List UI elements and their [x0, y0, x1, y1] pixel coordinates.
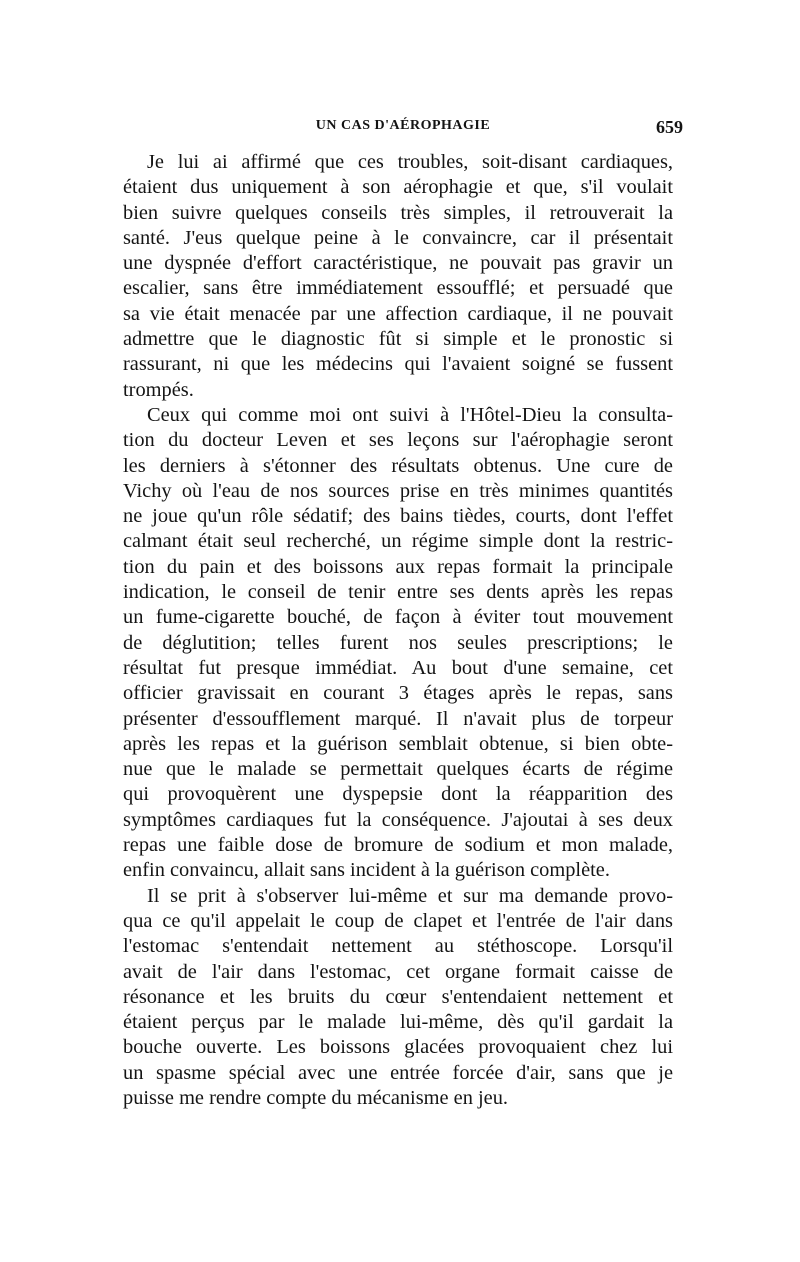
- text-line: tion du pain et des boissons aux repas formait la principale: [123, 555, 673, 578]
- paragraph: [123, 884, 673, 1112]
- paragraph: [123, 403, 673, 884]
- text-line: les derniers à s'étonner des résultats obtenus. Une cure de: [123, 454, 673, 477]
- text-line: officier gravissait en courant 3 étages après le repas, sans: [123, 682, 673, 705]
- text-line: qui provoquèrent une dyspepsie dont la réapparition des: [123, 783, 673, 806]
- text-line: présenter d'essoufflement marqué. Il n'avait plus de torpeur: [123, 707, 673, 730]
- text-line: sa vie était menacée par une affection cardiaque, il ne pouvait: [123, 302, 673, 325]
- page-number: 659: [656, 117, 683, 137]
- text-line: rassurant, ni que les médecins qui l'avaient soigné se fussent: [123, 353, 673, 376]
- text-line: santé. J'eus quelque peine à le convaincre, car il présentait: [123, 226, 673, 249]
- text-line: bien suivre quelques conseils très simples, il retrouverait la: [123, 201, 673, 224]
- running-title: UN CAS D'AÉROPHAGIE: [315, 118, 491, 133]
- text-line: après les repas et la guérison semblait obtenue, si bien obte-: [123, 732, 673, 755]
- text-line: indication, le conseil de tenir entre ses dents après les repas: [123, 581, 673, 604]
- text-line: repas une faible dose de bromure de sodium et mon malade,: [123, 834, 673, 857]
- running-head: [123, 118, 683, 140]
- text-line: un fume-cigarette bouché, de façon à éviter tout mouvement: [123, 606, 673, 629]
- text-line: bouche ouverte. Les boissons glacées provoquaient chez lui: [123, 1036, 673, 1059]
- text-line: avait de l'air dans l'estomac, cet organe formait caisse de: [123, 960, 673, 983]
- text-line: Vichy où l'eau de nos sources prise en très minimes quantités: [123, 479, 673, 502]
- text-line: de déglutition; telles furent nos seules prescriptions; le: [123, 631, 673, 654]
- text-line: trompés.: [123, 378, 194, 401]
- text-line: résonance et les bruits du cœur s'entendaient nettement et: [123, 985, 673, 1008]
- text-line: l'estomac s'entendait nettement au stéthoscope. Lorsqu'il: [123, 935, 673, 958]
- paragraph: [123, 150, 673, 403]
- text-line: nue que le malade se permettait quelques écarts de régime: [123, 758, 673, 781]
- text-line: ne joue qu'un rôle sédatif; des bains tièdes, courts, dont l'effet: [123, 505, 673, 528]
- text-line: Ceux qui comme moi ont suivi à l'Hôtel-Dieu la consulta-: [147, 403, 673, 426]
- text-line: qua ce qu'il appelait le coup de clapet et l'entrée de l'air dans: [123, 909, 673, 932]
- text-line: résultat fut presque immédiat. Au bout d'une semaine, cet: [123, 656, 673, 679]
- text-line: escalier, sans être immédiatement essoufflé; et persuadé que: [123, 277, 673, 300]
- text-line: une dyspnée d'effort caractéristique, ne pouvait pas gravir un: [123, 252, 673, 275]
- text-line: Je lui ai affirmé que ces troubles, soit-disant cardiaques,: [147, 151, 673, 173]
- text-line: étaient dus uniquement à son aérophagie et que, s'il voulait: [123, 176, 673, 199]
- text-line: puisse me rendre compte du mécanisme en jeu.: [123, 1086, 509, 1109]
- text-line: étaient perçus par le malade lui-même, dès qu'il gardait la: [123, 1011, 673, 1034]
- text-line: enfin convaincu, allait sans incident à la guérison complète.: [123, 859, 610, 882]
- text-line: Il se prit à s'observer lui-même et sur ma demande provo-: [147, 884, 673, 907]
- text-line: calmant était seul recherché, un régime simple dont la restric-: [123, 530, 673, 553]
- text-line: tion du docteur Leven et ses leçons sur l'aérophagie seront: [123, 429, 673, 452]
- text-line: admettre que le diagnostic fût si simple et le pronostic si: [123, 328, 673, 351]
- text-line: symptômes cardiaques fut la conséquence. J'ajoutai à ses deux: [123, 808, 673, 831]
- text-line: un spasme spécial avec une entrée forcée d'air, sans que je: [123, 1061, 673, 1084]
- body-text: [123, 150, 673, 1111]
